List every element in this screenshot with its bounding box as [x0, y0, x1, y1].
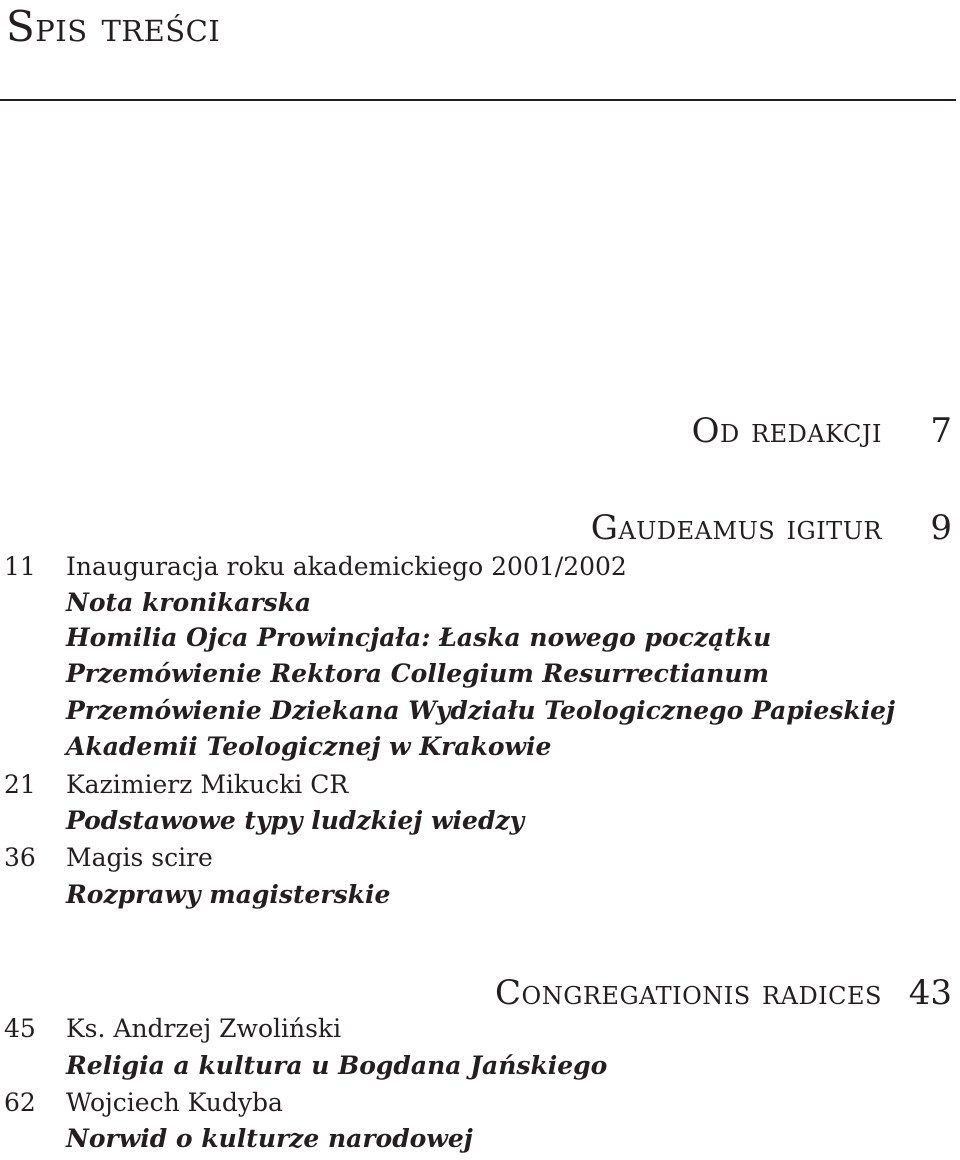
- entry-title: Rozprawy magisterskie: [66, 880, 391, 909]
- entry-page-number: 36: [4, 843, 36, 872]
- entry-author-or-heading: Ks. Andrzej Zwoliński: [66, 1014, 342, 1043]
- toc-entry[interactable]: [0, 729, 940, 765]
- section-heading[interactable]: [495, 973, 952, 1013]
- toc-entry[interactable]: [0, 767, 940, 803]
- toc-entry[interactable]: [0, 585, 940, 621]
- entry-page-number: 21: [4, 770, 36, 799]
- entry-author-or-heading: Magis scire: [66, 843, 213, 872]
- toc-entry[interactable]: [0, 877, 940, 913]
- section-title: Od redakcji: [691, 411, 882, 451]
- entry-page-number: 62: [4, 1088, 36, 1117]
- toc-entry[interactable]: [0, 656, 940, 692]
- entry-title: Religia a kultura u Bogdana Jańskiego: [66, 1051, 608, 1080]
- toc-entry[interactable]: [0, 1048, 940, 1084]
- entry-title: Akademii Teologicznej w Krakowie: [66, 732, 552, 761]
- toc-entry[interactable]: [0, 693, 940, 729]
- toc-entry[interactable]: [0, 1121, 940, 1157]
- page-title: Spis treści: [6, 2, 221, 51]
- toc-entry[interactable]: [0, 803, 940, 839]
- section-page-number: 7: [930, 411, 952, 451]
- entry-title: Homilia Ojca Prowincjała: Łaska nowego początku: [66, 623, 772, 652]
- section-page-number: 43: [908, 973, 952, 1013]
- section-heading[interactable]: [590, 508, 952, 548]
- entry-page-number: 45: [4, 1014, 36, 1043]
- section-page-number: 9: [930, 508, 952, 548]
- entry-title: Nota kronikarska: [66, 588, 312, 617]
- entry-page-number: 11: [4, 552, 36, 581]
- section-heading[interactable]: [691, 411, 952, 451]
- toc-entry[interactable]: [0, 549, 940, 585]
- section-title: Gaudeamus igitur: [590, 508, 882, 548]
- entry-title: Przemówienie Rektora Collegium Resurrectianum: [66, 659, 769, 688]
- entry-title: Norwid o kulturze narodowej: [66, 1124, 473, 1153]
- entry-author-or-heading: Kazimierz Mikucki CR: [66, 770, 349, 799]
- entry-title: Podstawowe typy ludzkiej wiedzy: [66, 806, 525, 835]
- toc-entry[interactable]: [0, 1085, 940, 1121]
- entry-author-or-heading: Inauguracja roku akademickiego 2001/2002: [66, 552, 627, 581]
- toc-entry[interactable]: [0, 620, 940, 656]
- entry-author-or-heading: Wojciech Kudyba: [66, 1088, 283, 1117]
- title-rule: [0, 99, 956, 101]
- toc-entry[interactable]: [0, 1011, 940, 1047]
- entry-title: Przemówienie Dziekana Wydziału Teologicznego Papieskiej: [66, 696, 896, 725]
- section-title: Congregationis radices: [495, 973, 882, 1013]
- toc-entry[interactable]: [0, 840, 940, 876]
